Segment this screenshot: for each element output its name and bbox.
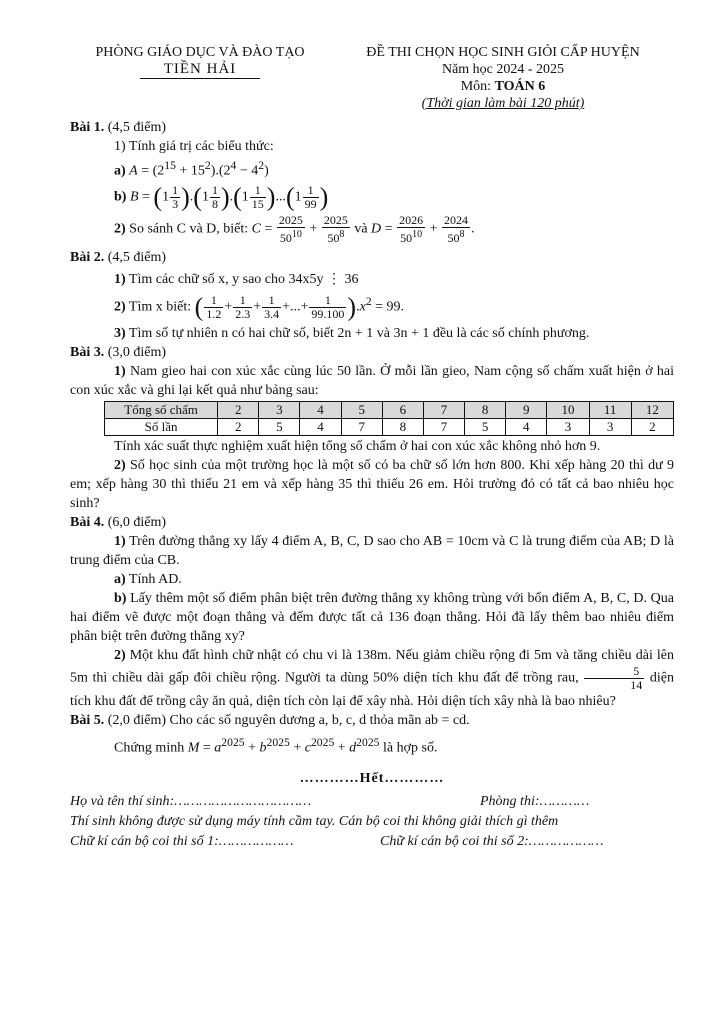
bai3-q2 (70, 456, 674, 513)
bai4-points: (6,0 điểm) (104, 514, 167, 530)
bai5-title: Bài 5. (70, 712, 105, 728)
bai4-a-label: a) (114, 571, 126, 587)
bai2-title: Bài 2. (70, 249, 105, 265)
bai4-frac-den: 14 (630, 677, 643, 692)
bai5-points: (2,0 điểm) Cho các số nguyên dương a, b, c, d thỏa mãn ab = cd. (104, 712, 470, 728)
subject-line (338, 78, 668, 95)
exam-content (70, 118, 674, 852)
bai4-q2-text: Một khu đất hình chữ nhật có chu vi là 138m. Nếu giảm chiều rộng đi 5m và tăng chiều dài lên 5m thì chiều dài gấp đôi chiều rộng. Người ta dùng 50% diện tích khu đất để trồng rau, (70, 647, 674, 686)
dice-total-cell: 8 (465, 401, 506, 418)
bai2-q3 (70, 324, 674, 343)
dice-totals-label: Tổng số chấm (105, 401, 218, 418)
bai2-q3-label: 3) (114, 325, 126, 341)
bai1-points: (4,5 điểm) (104, 120, 167, 135)
bai2-q1 (70, 270, 674, 289)
bai1-q2: 2) So sánh C và D, biết: C = $\frac{2025}{50^{10}}$ + $\frac{2025}{50^8}$ và D = $\frac{2026}{50^{10}}$ + $\frac{2024}{50^8}$ . (114, 212, 475, 245)
room-field: Phòng thi:………… (480, 794, 590, 810)
dice-counts-label: Số lần (105, 418, 218, 435)
dice-count-cell: 3 (547, 418, 589, 435)
district-underline (140, 78, 260, 79)
bai2-q1-text: Tìm các chữ số x, y sao cho 34x5y ⋮ 36 (125, 271, 359, 287)
dice-table (104, 401, 674, 436)
bai2-q2: 2) Tìm x biết: ( $\frac{1}{1.2}$ + $\frac{1}{2.3}$ + $\frac{1}{3.4}$ +...+ $\frac{1}{99.100}$ )$.x^2 = 99$. (114, 292, 405, 322)
bai3-points: (3,0 điểm) (104, 344, 167, 360)
bai4-q1-label: 1) (114, 533, 126, 549)
bai3-q1-ask: Tính xác suất thực nghiệm xuất hiện tổng số chấm ở hai con xúc xắc không nhỏ hơn 9. (114, 438, 601, 454)
bai4-b-text: Lấy thêm một số điểm phân biệt trên đường thẳng xy không trùng với bốn điểm A, B, C, D. Qua hai điểm vẽ được một đoạn thẳng và đếm được tất cả 136 đoạn thẳng. Hỏi đã lấy thêm bao nhiêu điểm phân biệt trên đường thẳng xy? (70, 590, 674, 644)
bai3-heading (70, 343, 674, 362)
dice-count-cell: 5 (259, 418, 300, 435)
bai1-b-label: b) (114, 189, 127, 205)
bai3-q2-text: Số học sinh của một trường học là một số có ba chữ số lớn hơn 800. Khi xếp hàng 20 thì dư 9 em; xếp hàng 30 thì thiếu 21 em và xếp hàng 35 thì thiếu 26 em. Hỏi trường đó có tất cả bao nhiêu học sinh? (70, 457, 674, 511)
candidate-name-field: Họ và tên thí sinh:…………………………… (70, 794, 312, 810)
bai3-q1 (70, 362, 674, 400)
bai5-prove-suffix: là hợp số. (379, 740, 438, 756)
bai1-q1-text: 1) Tính giá trị các biểu thức: (114, 139, 274, 154)
bai5-prove-prefix: Chứng minh (114, 740, 188, 756)
bai4-title: Bài 4. (70, 514, 105, 530)
bai2-points: (4,5 điểm) (104, 249, 167, 265)
dice-total-cell: 12 (631, 401, 673, 418)
bai1-b: b) B = (1 $\frac{1}{3}$ ).(1 $\frac{1}{8}$ ).(1 $\frac{1}{15}$ )...(1 $\frac{1}{99}$ ) (114, 182, 329, 212)
dice-count-cell: 5 (465, 418, 506, 435)
dice-total-cell: 11 (589, 401, 631, 418)
bai4-b-label: b) (114, 590, 127, 606)
bai4-q2 (70, 646, 674, 711)
bai2-heading (70, 248, 674, 267)
proctor-2-signature: Chữ kí cán bộ coi thi số 2:……………… (380, 834, 604, 850)
proctor-1-signature: Chữ kí cán bộ coi thi số 1:……………… (70, 834, 294, 850)
dice-total-cell: 7 (423, 401, 464, 418)
bai4-a (70, 570, 674, 589)
dice-totals-row (105, 401, 674, 418)
district-name: TIỀN HẢI (163, 61, 237, 77)
bai3-q1-label: 1) (114, 363, 126, 379)
dice-count-cell: 3 (589, 418, 631, 435)
header-right (338, 44, 668, 112)
bai4-frac-num: 5 (584, 665, 644, 679)
bai3-q2-label: 2) (114, 457, 126, 473)
header-left (70, 44, 330, 79)
bai2-q2-label: 2) (114, 299, 126, 315)
dice-total-cell: 4 (300, 401, 341, 418)
dice-count-cell: 7 (341, 418, 382, 435)
dice-count-cell: 2 (631, 418, 673, 435)
exam-title: ĐỀ THI CHỌN HỌC SINH GIỎI CẤP HUYỆN (366, 45, 640, 60)
bai4-q2-label: 2) (114, 647, 126, 663)
bai1-a: a) $A = (2^{15} + 15^2).(2^4 - 4^2)$ (114, 159, 269, 179)
dice-count-cell: 2 (218, 418, 259, 435)
dice-count-cell: 7 (423, 418, 464, 435)
exam-header (0, 44, 725, 122)
footer-name-line (70, 792, 674, 812)
bai2-q2-text: Tìm x biết: (125, 299, 192, 315)
dice-counts-row (105, 418, 674, 435)
bai4-q1-text: Trên đường thẳng xy lấy 4 điểm A, B, C, D sao cho AB = 10cm và C là trung điểm của AB; D là trung điểm của CB. (70, 533, 674, 568)
dice-total-cell: 10 (547, 401, 589, 418)
bai2-q3-text: Tìm số tự nhiên n có hai chữ số, biết 2n + 1 và 3n + 1 đều là các số chính phương. (125, 325, 590, 341)
bai4-q2-tail: diện tích khu đất để trồng cây ăn quả, diện tích còn lại để xây nhà. Hỏi diện tích xây nhà là bao nhiêu? (70, 670, 674, 709)
end-marker: …………Hết………… (299, 771, 445, 787)
dice-total-cell: 3 (259, 401, 300, 418)
dice-total-cell: 2 (218, 401, 259, 418)
dice-total-cell: 6 (382, 401, 423, 418)
bai1-q1 (70, 137, 674, 156)
dice-count-cell: 4 (506, 418, 547, 435)
bai2-q1-label: 1) (114, 271, 126, 287)
dice-count-cell: 8 (382, 418, 423, 435)
bai1-a-label: a) (114, 163, 126, 179)
bai4-b (70, 589, 674, 646)
bai3-title: Bài 3. (70, 344, 105, 360)
bai5-heading (70, 711, 674, 730)
bai4-heading (70, 513, 674, 532)
bai1-title: Bài 1. (70, 120, 105, 135)
dice-count-cell: 4 (300, 418, 341, 435)
bai4-q1 (70, 532, 674, 570)
bai4-a-text: Tính AD. (125, 571, 182, 587)
bai1-q2-text: So sánh C và D, biết: (125, 221, 249, 237)
bai5-prove: Chứng minh $M = a^{2025} + b^{2025} + c^{2025} + d^{2025}$ là hợp số. (114, 735, 438, 756)
department-name: PHÒNG GIÁO DỤC VÀ ĐÀO TẠO (95, 45, 305, 60)
subject-name: TOÁN 6 (494, 79, 546, 94)
footer-signatures (70, 832, 674, 852)
dice-total-cell: 5 (341, 401, 382, 418)
bai3-q1-text: Nam gieo hai con xúc xắc cùng lúc 50 lần. Ở mỗi lần gieo, Nam cộng số chấm xuất hiện ở hai con xúc xắc và ghi lại kết quả như bảng sau: (70, 363, 674, 398)
dice-total-cell: 9 (506, 401, 547, 418)
footer-note: Thí sinh không được sử dụng máy tính cầm tay. Cán bộ coi thi không giải thích gì thêm (70, 814, 559, 830)
exam-time: (Thời gian làm bài 120 phút) (421, 96, 585, 111)
bai1-heading (70, 118, 674, 137)
bai1-q2-label: 2) (114, 221, 126, 237)
subject-prefix: Môn: (460, 79, 495, 94)
school-year: Năm học 2024 - 2025 (441, 62, 565, 77)
